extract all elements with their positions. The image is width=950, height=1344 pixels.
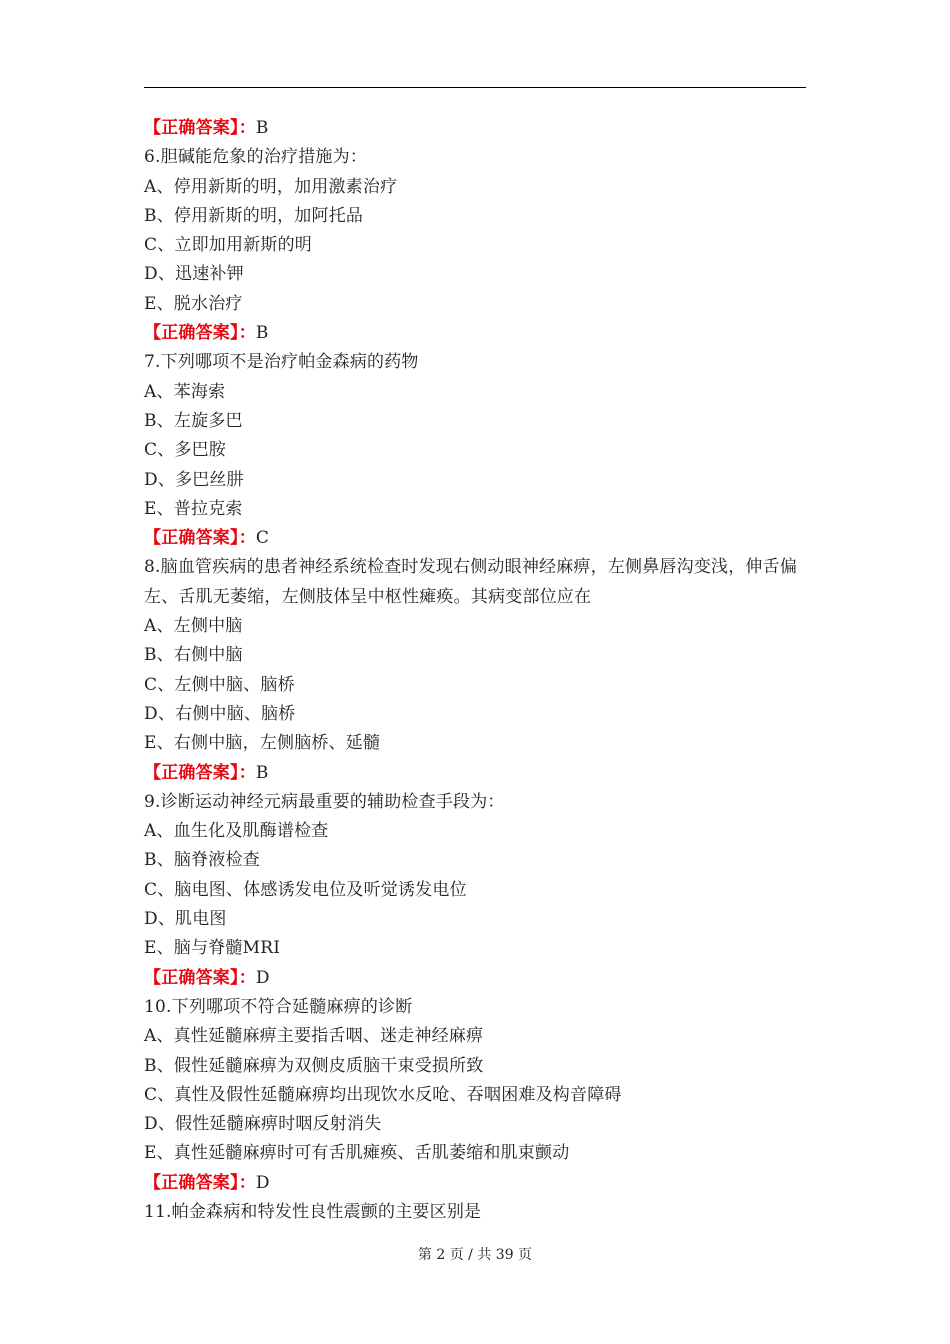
correct-answer-label: 【正确答案】 [144, 967, 239, 988]
answer-option: B、左旋多巴 [144, 410, 243, 431]
correct-answer-colon: ： [238, 1172, 256, 1193]
answer-option: B、脑脊液检查 [144, 850, 260, 871]
answer-option: A、苯海索 [144, 381, 226, 402]
answer-option: A、停用新斯的明，加用激素治疗 [144, 176, 398, 197]
correct-answer-colon: ： [238, 323, 256, 344]
answer-option: C、多巴胺 [144, 440, 227, 461]
question-stem: 10.下列哪项不符合延髓麻痹的诊断 [144, 996, 413, 1017]
answer-option: D、右侧中脑、脑桥 [144, 703, 296, 724]
correct-answer-colon: ： [238, 528, 256, 549]
answer-option: E、右侧中脑，左侧脑桥、延髓 [144, 733, 381, 754]
correct-answer-value: B [255, 762, 269, 783]
question-stem: 7.下列哪项不是治疗帕金森病的药物 [144, 352, 419, 373]
answer-option: A、血生化及肌酶谱检查 [144, 821, 329, 842]
correct-answer-label: 【正确答案】 [144, 528, 239, 549]
correct-answer-value: C [255, 528, 270, 549]
question-stem: 8.脑血管疾病的患者神经系统检查时发现右侧动眼神经麻痹，左侧鼻唇沟变浅，伸舌偏左、舌肌无萎缩，左侧肢体呈中枢性瘫痪。其病变部位应在 [144, 557, 798, 607]
answer-option: D、多巴丝肼 [144, 469, 244, 490]
answer-option: D、假性延髓麻痹时咽反射消失 [144, 1114, 382, 1135]
answer-option: B、假性延髓麻痹为双侧皮质脑干束受损所致 [144, 1055, 484, 1076]
question-stem: 6.胆碱能危象的治疗措施为： [144, 147, 368, 168]
correct-answer-value: D [255, 967, 270, 988]
answer-option: E、脑与脊髓MRI [144, 938, 281, 959]
answer-option: B、停用新斯的明，加阿托品 [144, 205, 364, 226]
answer-option: C、真性及假性延髓麻痹均出现饮水反呛、吞咽困难及构音障碍 [144, 1084, 622, 1105]
answer-option: E、真性延髓麻痹时可有舌肌瘫痪、舌肌萎缩和肌束颤动 [144, 1143, 570, 1164]
page-footer: 第 2 页 / 共 39 页 [417, 1247, 533, 1263]
answer-option: B、右侧中脑 [144, 645, 243, 666]
correct-answer-line [144, 759, 808, 788]
answer-option: C、脑电图、体感诱发电位及听觉诱发电位 [144, 879, 467, 900]
answer-option: A、左侧中脑 [144, 616, 243, 637]
question-stem: 11.帕金森病和特发性良性震颤的主要区别是 [144, 1201, 482, 1222]
correct-answer-value: D [255, 1172, 270, 1193]
answer-option: A、真性延髓麻痹主要指舌咽、迷走神经麻痹 [144, 1026, 484, 1047]
answer-option: D、迅速补钾 [144, 264, 244, 285]
answer-option: E、脱水治疗 [144, 293, 243, 314]
answer-option: E、普拉克索 [144, 498, 243, 519]
correct-answer-line [144, 964, 808, 993]
question-stem: 9.诊断运动神经元病最重要的辅助检查手段为： [144, 791, 505, 812]
correct-answer-label: 【正确答案】 [144, 118, 239, 138]
correct-answer-line [144, 319, 808, 348]
correct-answer-label: 【正确答案】 [144, 1172, 239, 1193]
correct-answer-value: B [255, 118, 269, 138]
correct-answer-colon: ： [238, 118, 256, 138]
document-body [144, 114, 808, 1227]
correct-answer-line [144, 524, 808, 553]
correct-answer-line [144, 1169, 808, 1198]
answer-option: C、立即加用新斯的明 [144, 235, 313, 256]
header-rule [144, 87, 806, 88]
correct-answer-colon: ： [238, 967, 256, 988]
correct-answer-line [144, 114, 808, 143]
correct-answer-label: 【正确答案】 [144, 762, 239, 783]
correct-answer-value: B [255, 323, 269, 344]
answer-option: D、肌电图 [144, 909, 227, 930]
correct-answer-label: 【正确答案】 [144, 323, 239, 344]
correct-answer-colon: ： [238, 762, 256, 783]
answer-option: C、左侧中脑、脑桥 [144, 674, 295, 695]
